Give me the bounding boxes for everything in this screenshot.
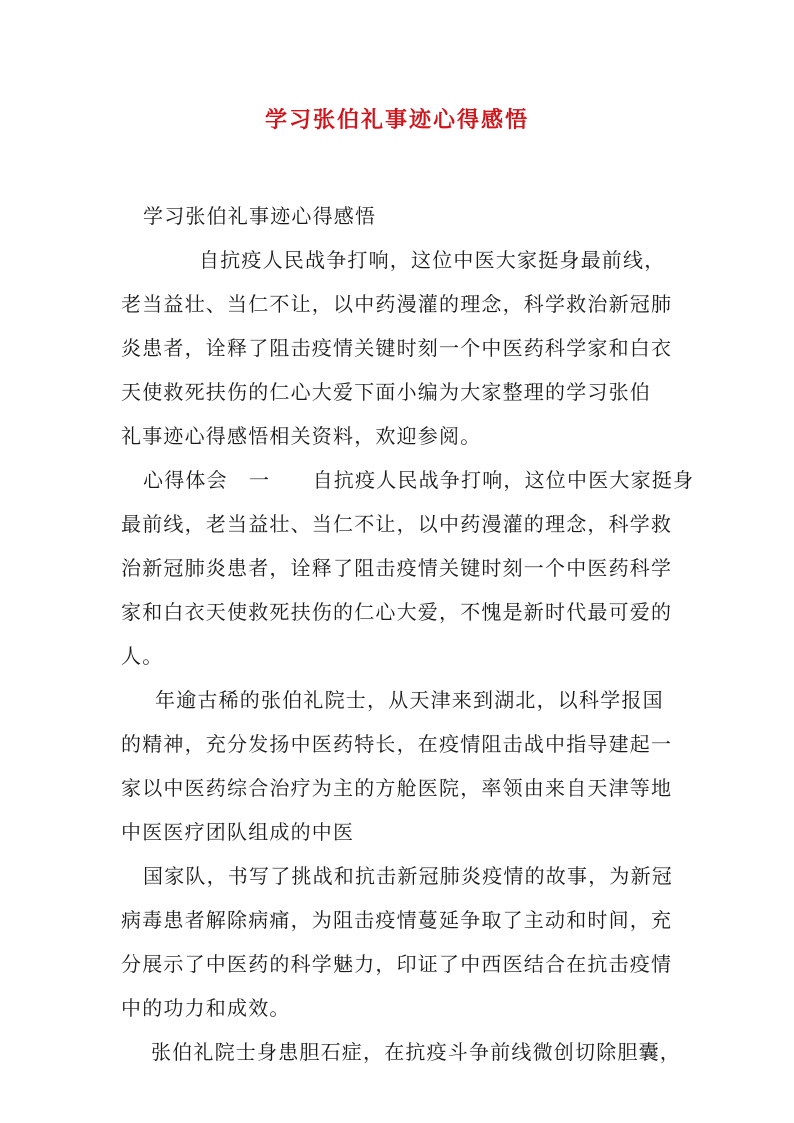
body-line: 病毒患者解除病痛，为阻击疫情蔓延争取了主动和时间，充 xyxy=(121,908,673,932)
body-line: 炎患者，诠释了阻击疫情关键时刻一个中医药科学家和白衣 xyxy=(121,336,673,360)
body-line: 自抗疫人民战争打响，这位中医大家挺身最前线， xyxy=(199,248,666,272)
body-line: 最前线，老当益壮、当仁不让，以中药漫灌的理念，科学救 xyxy=(121,512,673,536)
body-line: 的精神，充分发扬中医药特长，在疫情阻击战中指导建起一 xyxy=(121,732,673,756)
body-line: 年逾古稀的张伯礼院士，从天津来到湖北，以科学报国 xyxy=(155,688,664,712)
body-line: 中的功力和成效。 xyxy=(121,996,291,1020)
body-line: 礼事迹心得感悟相关资料，欢迎参阅。 xyxy=(121,424,482,448)
body-line: 中医医疗团队组成的中医 xyxy=(121,820,355,844)
body-line: 治新冠肺炎患者，诠释了阻击疫情关键时刻一个中医药科学 xyxy=(121,556,673,580)
body-line: 家和白衣天使救死扶伤的仁心大爱，不愧是新时代最可爱的 xyxy=(121,600,673,624)
body-line: 人。 xyxy=(121,644,164,668)
body-line: 天使救死扶伤的仁心大爱下面小编为大家整理的学习张伯 xyxy=(121,380,651,404)
body-line: 老当益壮、当仁不让，以中药漫灌的理念，科学救治新冠肺 xyxy=(121,292,673,316)
document-title: 学习张伯礼事迹心得感悟 xyxy=(264,107,529,133)
body-line: 心得体会 一 自抗疫人民战争打响，这位中医大家挺身 xyxy=(143,468,695,492)
body-line: 国家队，书写了挑战和抗击新冠肺炎疫情的故事，为新冠 xyxy=(143,864,673,888)
body-line: 学习张伯礼事迹心得感悟 xyxy=(143,204,377,228)
body-line: 家以中医药综合治疗为主的方舱医院，率领由来自天津等地 xyxy=(121,776,673,800)
body-line: 张伯礼院士身患胆石症，在抗疫斗争前线微创切除胆囊， xyxy=(151,1040,681,1064)
body-line: 分展示了中医药的科学魅力，印证了中西医结合在抗击疫情 xyxy=(121,952,673,976)
